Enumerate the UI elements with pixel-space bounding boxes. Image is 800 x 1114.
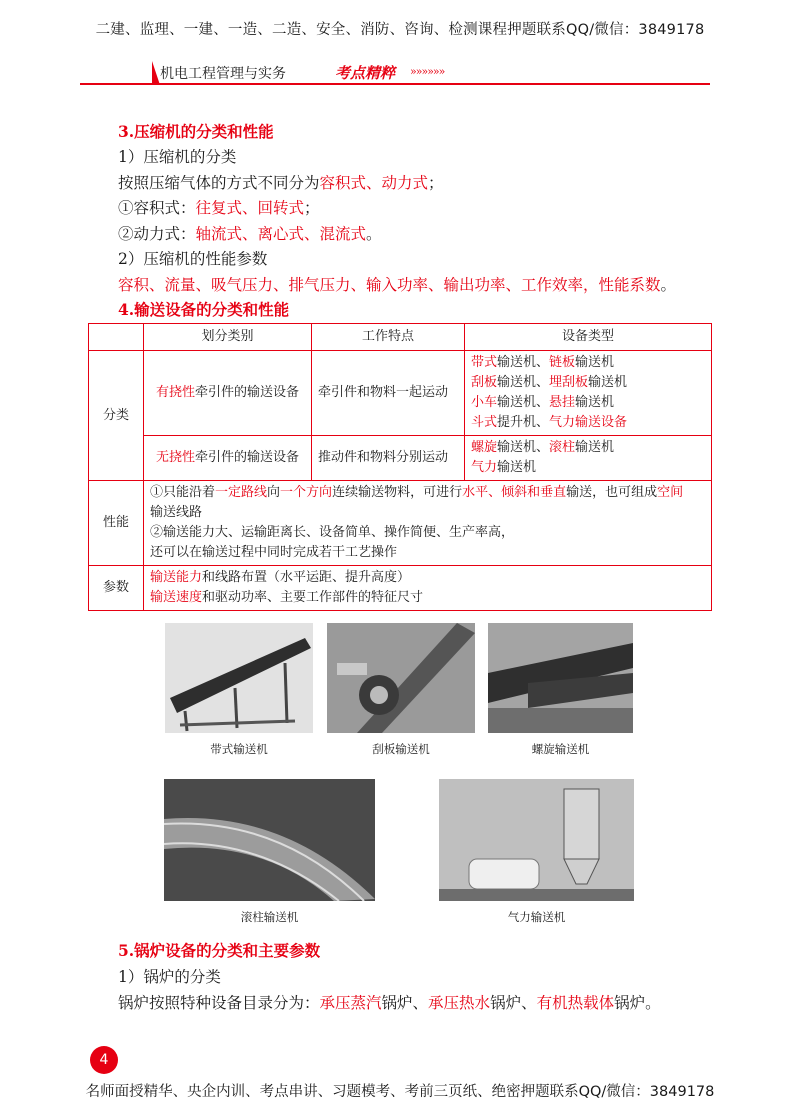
text: 连续输送物料，可进行 — [332, 485, 463, 500]
performance-line: 输送线路 — [150, 505, 203, 520]
highlight: 往复式、回转式 — [195, 199, 305, 217]
highlight: 容积、流量、吸气压力、排气压力、输入功率、输出功率、工作效率，性能系数 — [118, 276, 661, 294]
equipment-line — [471, 458, 705, 478]
equipment-line — [471, 438, 705, 458]
header-cell: 划分类别 — [144, 324, 312, 351]
text: 锅炉、 — [381, 994, 429, 1012]
section3-title: 3.压缩机的分类和性能 — [118, 122, 274, 141]
parameters-cell — [144, 566, 712, 611]
highlight: 链板 — [549, 355, 576, 370]
feature-cell: 推动件和物料分别运动 — [312, 436, 465, 481]
text: 和线路布置（水平运距、提升高度） — [202, 570, 411, 585]
text: 输送机、 — [497, 375, 550, 390]
table-row — [89, 481, 712, 566]
text: ； — [428, 174, 444, 192]
row-label-parameters: 参数 — [89, 566, 144, 611]
text: 输送机 — [497, 460, 537, 475]
highlight: 螺旋 — [471, 440, 498, 455]
highlight: 刮板 — [471, 375, 498, 390]
text: 输送机 — [588, 375, 628, 390]
text: 锅炉、 — [490, 994, 537, 1012]
pneumatic-conveyor-photo — [439, 779, 634, 901]
highlight: 容积式、动力式 — [319, 174, 429, 192]
row-label-classify: 分类 — [89, 351, 144, 481]
caption-roller: 滚柱输送机 — [240, 910, 299, 924]
performance-line: 还可以在输送过程中同时完成若干工艺操作 — [150, 545, 398, 560]
highlight: 一个方向 — [280, 485, 333, 500]
conveyor-table — [88, 323, 712, 611]
text: ②动力式： — [118, 225, 196, 243]
section3-params — [118, 274, 676, 296]
text: 锅炉。 — [614, 994, 661, 1012]
performance-line — [150, 483, 705, 503]
screw-conveyor-photo — [488, 623, 633, 733]
table-row — [89, 566, 712, 611]
section3-para1 — [118, 172, 444, 194]
highlight: 滚柱 — [549, 440, 576, 455]
highlight: 小车 — [471, 395, 498, 410]
equipment-line — [471, 393, 705, 413]
text: 向 — [267, 485, 281, 500]
equipment-line — [471, 373, 705, 393]
text: 和驱动功率、主要工作部件的特征尺寸 — [202, 590, 424, 605]
top-banner: 二建、监理、一建、一造、二造、安全、消防、咨询、检测课程押题联系QQ/微信：3849178 — [95, 22, 705, 38]
feature-cell: 牵引件和物料一起运动 — [312, 351, 465, 436]
text: ①只能沿着 — [150, 485, 216, 500]
text: 输送机、 — [497, 440, 550, 455]
section3-item1 — [118, 197, 320, 219]
text: ①容积式： — [118, 199, 196, 217]
type-cell — [144, 351, 312, 436]
highlight: 输送速度 — [150, 590, 203, 605]
section3-item2 — [118, 223, 382, 245]
text: 输送机 — [575, 440, 615, 455]
text: 输送机、 — [497, 355, 550, 370]
text: ； — [304, 199, 320, 217]
text: 锅炉按照特种设备目录分为： — [118, 994, 320, 1012]
equipment-line — [471, 353, 705, 373]
text: 输送机、 — [497, 395, 550, 410]
highlight: 空间 — [657, 485, 684, 500]
text: 牵引件的输送设备 — [195, 385, 300, 400]
caption-pneumatic: 气力输送机 — [507, 910, 566, 924]
parameter-line — [150, 588, 705, 608]
highlight: 埋刮板 — [549, 375, 589, 390]
highlight: 气力输送设备 — [549, 415, 628, 430]
header-cell: 设备类型 — [465, 324, 712, 351]
section5-sub1: 1）锅炉的分类 — [118, 968, 221, 986]
highlight: 斗式 — [471, 415, 498, 430]
header-notch — [152, 61, 160, 85]
highlight: 承压蒸汽 — [319, 994, 382, 1012]
table-row — [89, 436, 712, 481]
header-arrows: »»»»»» — [410, 65, 445, 78]
highlight: 输送能力 — [150, 570, 203, 585]
text: 按照压缩气体的方式不同分为 — [118, 174, 320, 192]
scraper-conveyor-photo — [327, 623, 475, 733]
header-section-label: 考点精粹 — [335, 64, 396, 82]
performance-cell — [144, 481, 712, 566]
table-header-row — [89, 324, 712, 351]
section4-title: 4.输送设备的分类和性能 — [118, 300, 290, 319]
highlight: 有挠性 — [155, 385, 195, 400]
bottom-banner: 名师面授精华、央企内训、考点串讲、习题模考、考前三页纸、绝密押题联系QQ/微信：3849178 — [85, 1084, 715, 1100]
text: 输送机 — [575, 355, 615, 370]
belt-conveyor-photo — [165, 623, 313, 733]
section5-para — [118, 992, 661, 1014]
performance-line: ②输送能力大、运输距离长、设备简单、操作简便、生产率高， — [150, 525, 515, 540]
section5-title: 5.锅炉设备的分类和主要参数 — [118, 941, 321, 960]
equipment-cell — [465, 436, 712, 481]
caption-belt: 带式输送机 — [210, 742, 268, 756]
highlight: 水平、倾斜和垂直 — [462, 485, 567, 500]
equipment-line — [471, 413, 705, 433]
section3-sub2: 2）压缩机的性能参数 — [118, 250, 268, 268]
section3-sub1: 1）压缩机的分类 — [118, 148, 237, 166]
caption-scraper: 刮板输送机 — [372, 742, 430, 756]
parameter-line — [150, 568, 705, 588]
text: 输送，也可组成 — [566, 485, 658, 500]
highlight: 一定路线 — [215, 485, 268, 500]
highlight: 有机热载体 — [536, 994, 615, 1012]
caption-screw: 螺旋输送机 — [531, 742, 590, 756]
text: 。 — [366, 225, 382, 243]
row-label-performance: 性能 — [89, 481, 144, 566]
highlight: 无挠性 — [155, 450, 195, 465]
highlight: 带式 — [471, 355, 498, 370]
text: 输送机 — [575, 395, 615, 410]
highlight: 承压热水 — [428, 994, 491, 1012]
highlight: 气力 — [471, 460, 498, 475]
header-empty — [89, 324, 144, 351]
table-row — [89, 351, 712, 436]
highlight: 悬挂 — [549, 395, 576, 410]
type-cell — [144, 436, 312, 481]
header-book-title: 机电工程管理与实务 — [160, 66, 286, 82]
text: 。 — [660, 276, 677, 294]
text: 牵引件的输送设备 — [195, 450, 300, 465]
header-cell: 工作特点 — [312, 324, 465, 351]
highlight: 轴流式、离心式、混流式 — [195, 225, 367, 243]
roller-conveyor-photo — [164, 779, 375, 901]
equipment-cell — [465, 351, 712, 436]
text: 提升机、 — [497, 415, 550, 430]
page-number: 4 — [90, 1046, 118, 1074]
